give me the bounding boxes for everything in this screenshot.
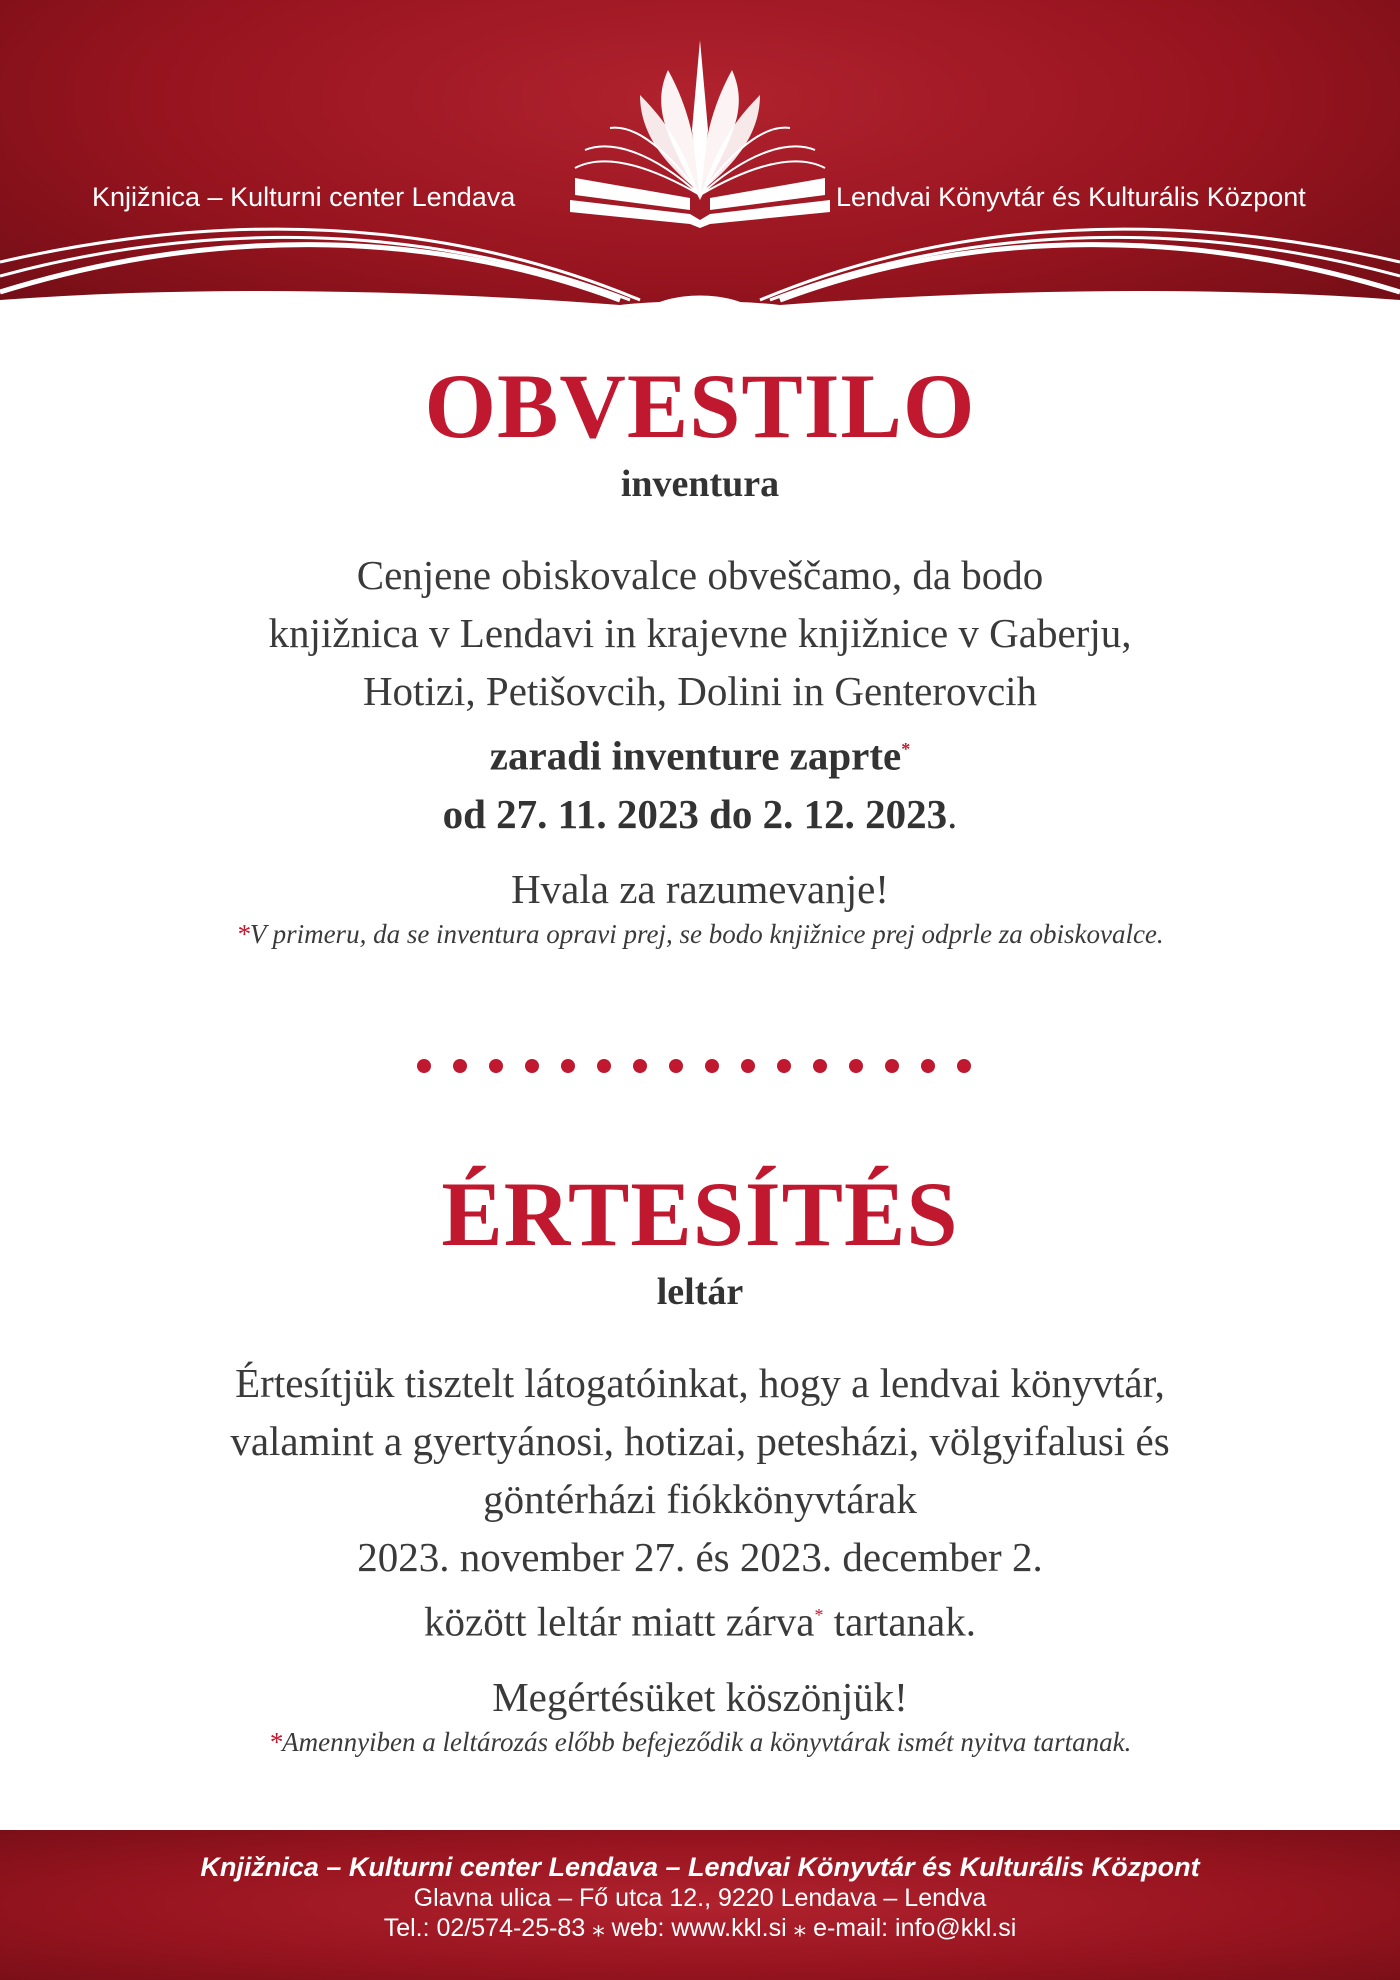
notice-hungarian	[0, 1163, 1400, 1758]
body-line: valamint a gyertyánosi, hotizai, petesházi, völgyifalusi és	[230, 1418, 1170, 1464]
body-line: Hotizi, Petišovcih, Dolini in Genterovcih	[362, 668, 1038, 714]
book-pages-waves-icon	[0, 229, 1400, 300]
notice-subtitle: leltár	[656, 1271, 744, 1313]
footer-organization-name: Knjižnica – Kulturni center Lendava – Lendvai Könyvtár és Kulturális Központ	[200, 1852, 1200, 1882]
thanks-text: Megértésüket köszönjük!	[492, 1673, 908, 1720]
body-line: göntérházi fiókkönyvtárak	[483, 1476, 917, 1522]
body-line: Értesítjük tisztelt látogatóinkat, hogy a lendvai könyvtár,	[235, 1360, 1165, 1406]
notice-body	[0, 1354, 1400, 1651]
dotted-divider	[416, 1058, 986, 1078]
header-library-name-hungarian: Lendvai Könyvtár és Kulturális Központ	[836, 182, 1306, 212]
notice-slovene	[0, 355, 1400, 950]
book-wheat-logo-icon	[570, 40, 830, 228]
body-line: Cenjene obiskovalce obveščamo, da bodo	[356, 552, 1044, 598]
notice-title: ÉRTESÍTÉS	[441, 1163, 959, 1265]
asterisk-marker: *	[814, 1605, 824, 1625]
asterisk-marker: *	[901, 739, 911, 759]
header-decoration	[0, 0, 1400, 330]
body-line: 2023. november 27. és 2023. december 2.	[357, 1534, 1043, 1580]
thanks-text: Hvala za razumevanje!	[511, 865, 889, 912]
body-line: knjižnica v Lendavi in krajevne knjižnice v Gaberju,	[268, 610, 1132, 656]
closure-line: zaradi inventure zaprte*	[489, 732, 911, 779]
footer-address: Glavna ulica – Fő utca 12., 9220 Lendava – Lendva	[413, 1884, 987, 1912]
notice-body	[0, 546, 1400, 843]
footer-contact[interactable]: Tel.: 02/574-25-83 ⁎ web: www.kkl.si ⁎ e-mail: info@kkl.si	[383, 1914, 1017, 1942]
header-banner	[0, 0, 1400, 330]
closure-line: között leltár miatt zárva* tartanak.	[424, 1598, 976, 1645]
closure-dates: od 27. 11. 2023 do 2. 12. 2023.	[442, 790, 958, 837]
header-library-name-slovene: Knjižnica – Kulturni center Lendava	[92, 182, 516, 212]
footnote: *V primeru, da se inventura opravi prej, se bodo knjižnice prej odprle za obiskovalce.	[236, 918, 1164, 949]
footnote: *Amennyiben a leltározás előbb befejeződik a könyvtárak ismét nyitva tartanak.	[268, 1726, 1132, 1757]
footer-banner	[0, 1830, 1400, 1980]
notice-subtitle: inventura	[620, 463, 780, 505]
notice-title: OBVESTILO	[424, 355, 976, 457]
